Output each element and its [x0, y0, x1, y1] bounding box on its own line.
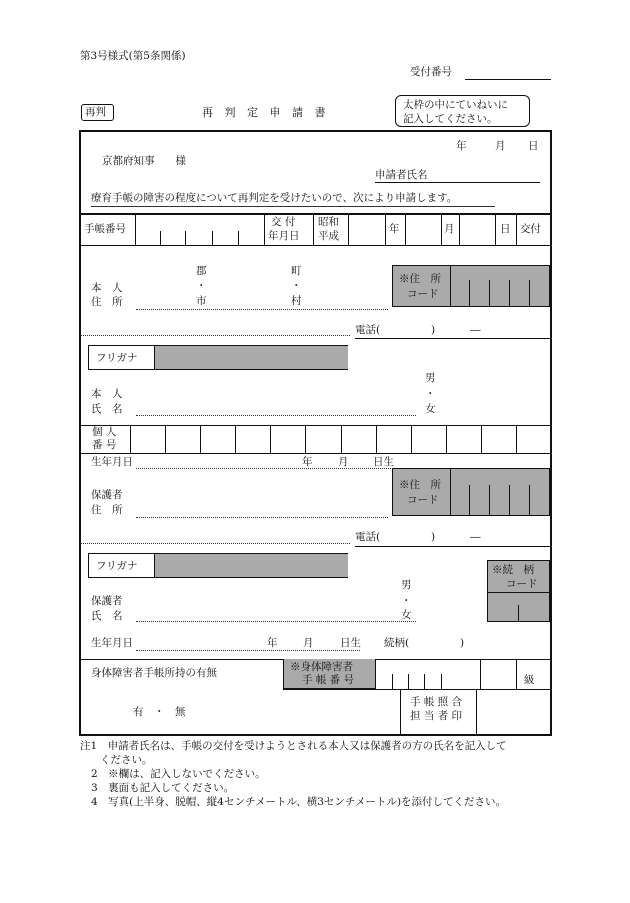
shi-label: 市	[196, 295, 207, 307]
rejudge-tag: 再判	[81, 104, 114, 121]
cell-divider	[400, 689, 401, 734]
cell-divider	[480, 659, 481, 689]
row-divider	[355, 338, 551, 339]
furigana-field[interactable]	[154, 346, 348, 369]
guardian-birth-field[interactable]	[136, 650, 360, 651]
relation-label: 続柄(	[384, 637, 410, 649]
guardian-furigana-field[interactable]	[154, 554, 348, 577]
cell-divider	[476, 689, 477, 734]
notice-box	[395, 95, 530, 127]
tick	[408, 674, 409, 689]
person-birth-label: 生年月日	[91, 456, 133, 468]
form-title: 再 判 定 申 請 書	[202, 106, 330, 119]
grade-label: 級	[524, 674, 535, 686]
check-label-1: 手 帳 照 合	[410, 696, 463, 708]
guardian-address-label-2: 住 所	[91, 504, 123, 516]
individual-number-cell-divider	[200, 425, 201, 453]
son-label: 村	[291, 295, 302, 307]
reception-number-label: 受付番号	[410, 66, 452, 78]
phone-label: 電話(	[355, 324, 381, 336]
guardian-address-field[interactable]	[136, 517, 388, 518]
cell-divider	[441, 213, 442, 245]
individual-number-cell-divider	[376, 425, 377, 453]
tick	[469, 280, 470, 306]
phone-close: )	[431, 324, 436, 336]
cho-dot: ・	[291, 280, 302, 292]
date-year: 年	[456, 140, 467, 152]
cell-divider	[459, 213, 460, 245]
tick	[518, 605, 519, 621]
physical-yes-no[interactable]: 有 ・ 無	[133, 706, 186, 718]
gender-dot: ・	[425, 388, 436, 400]
tick	[489, 485, 490, 515]
guardian-furigana-box	[88, 553, 348, 578]
cell-divider	[495, 213, 496, 245]
cell-divider	[313, 213, 314, 245]
date-day: 日	[528, 140, 539, 152]
address-line-2[interactable]	[80, 335, 350, 336]
guardian-address-label-1: 保護者	[91, 489, 123, 501]
cell-divider	[405, 213, 406, 245]
guardian-birth-day: 日生	[340, 637, 361, 649]
relation-code-label-1: ※続 柄	[492, 564, 534, 576]
applicant-name-field[interactable]	[375, 182, 540, 183]
guardian-address-code-box	[392, 468, 550, 516]
date-month: 月	[495, 140, 506, 152]
person-name-label-1: 本 人	[91, 388, 123, 400]
notice-line-2: 記入してください。	[403, 113, 498, 125]
tick	[469, 485, 470, 515]
cell-divider	[264, 213, 265, 245]
individual-number-label-2: 番 号	[92, 439, 117, 451]
note-4: 4 写真(上半身、脱帽、縦4センチメートル、横3センチメートル)を添付してください。	[91, 796, 507, 808]
guardian-name-field[interactable]	[136, 621, 416, 622]
row-divider	[80, 453, 551, 454]
gender-male[interactable]: 男	[425, 372, 436, 384]
gender-female[interactable]: 女	[425, 403, 436, 415]
guardian-name-label-1: 保護者	[91, 595, 123, 607]
tick	[529, 485, 530, 515]
guardian-gender-female[interactable]: 女	[401, 609, 412, 621]
phone-dash: ―	[470, 324, 481, 336]
cell-divider	[488, 592, 549, 593]
guardian-phone-close: )	[431, 531, 436, 543]
cho-label: 町	[291, 265, 302, 277]
code-label-2: コード	[407, 494, 439, 506]
cell-divider	[348, 213, 349, 245]
birth-year-unit: 年	[302, 456, 313, 468]
tick	[489, 280, 490, 306]
form-code: 第3号様式(第5条関係)	[80, 50, 186, 62]
person-birth-field[interactable]	[136, 468, 391, 469]
guardian-gender-dot: ・	[401, 595, 412, 607]
individual-number-label-1: 個 人	[92, 426, 117, 438]
era-heisei: 平成	[318, 230, 339, 242]
birth-month-unit: 月	[338, 456, 349, 468]
issue-year-unit: 年	[389, 223, 400, 235]
tick	[160, 231, 161, 245]
person-address-field[interactable]	[136, 309, 388, 310]
note-2: 2 ※欄は、記入しないでください。	[91, 768, 266, 780]
code-label-2: コード	[407, 288, 439, 300]
tick	[185, 231, 186, 245]
individual-number-cell-divider	[341, 425, 342, 453]
physical-label: 身体障害者手帳所持の有無	[91, 667, 217, 679]
request-sentence: 療育手帳の障害の程度について再判定を受けたいので、次により申請します。	[91, 192, 458, 204]
issue-day-unit: 日	[500, 223, 511, 235]
relation-code-label-2: コード	[506, 578, 538, 590]
person-address-label-2: 住 所	[91, 296, 123, 308]
person-name-label-2: 氏 名	[91, 403, 123, 415]
cell-divider	[516, 659, 517, 689]
techo-number-label: 手帳番号	[84, 223, 126, 235]
tick	[238, 231, 239, 245]
individual-number-cell-divider	[165, 425, 166, 453]
check-label-2: 担 当 者 印	[410, 710, 463, 722]
physical-number-label-2: 手 帳 番 号	[302, 674, 355, 686]
guardian-gender-male[interactable]: 男	[401, 579, 412, 591]
era-showa: 昭和	[318, 216, 339, 228]
physical-number-label-box	[283, 659, 376, 689]
code-label-1: ※住 所	[399, 479, 441, 491]
furigana-label: フリガナ	[96, 560, 138, 572]
note-1: 注1 申請者氏名は、手帳の交付を受けようとされる本人又は保護者の方の氏名を記入して	[80, 740, 507, 752]
tick	[441, 674, 442, 689]
person-address-code-box	[392, 265, 550, 307]
guardian-phone-label: 電話(	[355, 531, 381, 543]
row-divider	[283, 689, 551, 690]
guardian-birth-year: 年	[267, 637, 278, 649]
issue-label: 交付	[520, 223, 541, 235]
furigana-label: フリガナ	[96, 352, 138, 364]
tick	[424, 674, 425, 689]
tick	[212, 231, 213, 245]
individual-number-cell-divider	[481, 425, 482, 453]
physical-number-label-1: ※身体障害者	[290, 661, 353, 673]
guardian-birth-month: 月	[303, 637, 314, 649]
row-divider	[80, 245, 551, 246]
reception-number-field[interactable]	[465, 79, 551, 80]
tick	[509, 280, 510, 306]
note-3: 3 裏面も記入してください。	[91, 782, 235, 794]
birth-day-unit: 日生	[373, 456, 394, 468]
individual-number-cell-divider	[270, 425, 271, 453]
code-label-1: ※住 所	[399, 273, 441, 285]
row-divider	[80, 213, 551, 215]
individual-number-cell-divider	[305, 425, 306, 453]
guardian-phone-dash: ―	[470, 531, 481, 543]
person-address-label-1: 本 人	[91, 282, 123, 294]
note-1-cont: ください。	[100, 754, 153, 766]
individual-number-cell-divider	[235, 425, 236, 453]
cell-divider	[135, 213, 136, 245]
person-name-field[interactable]	[136, 415, 416, 416]
gun-label: 郡	[196, 265, 207, 277]
request-underline	[91, 206, 495, 207]
individual-number-cell-divider	[446, 425, 447, 453]
issue-month-unit: 月	[444, 223, 455, 235]
tick	[529, 280, 530, 306]
cell-divider	[516, 213, 517, 245]
relation-close: )	[460, 637, 465, 649]
issue-label-2: 年月日	[268, 230, 300, 242]
tick	[392, 674, 393, 689]
guardian-address-line-2[interactable]	[80, 543, 350, 544]
tick	[509, 485, 510, 515]
guardian-birth-label: 生年月日	[91, 637, 133, 649]
individual-number-cell-divider	[516, 425, 517, 453]
individual-number-cell-divider	[411, 425, 412, 453]
row-divider	[355, 546, 551, 547]
furigana-box	[88, 345, 348, 370]
cell-divider	[130, 425, 131, 453]
addressee: 京都府知事 様	[102, 155, 186, 167]
guardian-name-label-2: 氏 名	[91, 610, 123, 622]
issue-label-1: 交 付	[271, 216, 296, 228]
relation-code-box	[487, 560, 550, 622]
gun-dot: ・	[196, 280, 207, 292]
applicant-name-label: 申請者氏名	[375, 169, 428, 181]
cell-divider	[385, 213, 386, 245]
notice-line-1: 太枠の中にていねいに	[403, 99, 508, 111]
